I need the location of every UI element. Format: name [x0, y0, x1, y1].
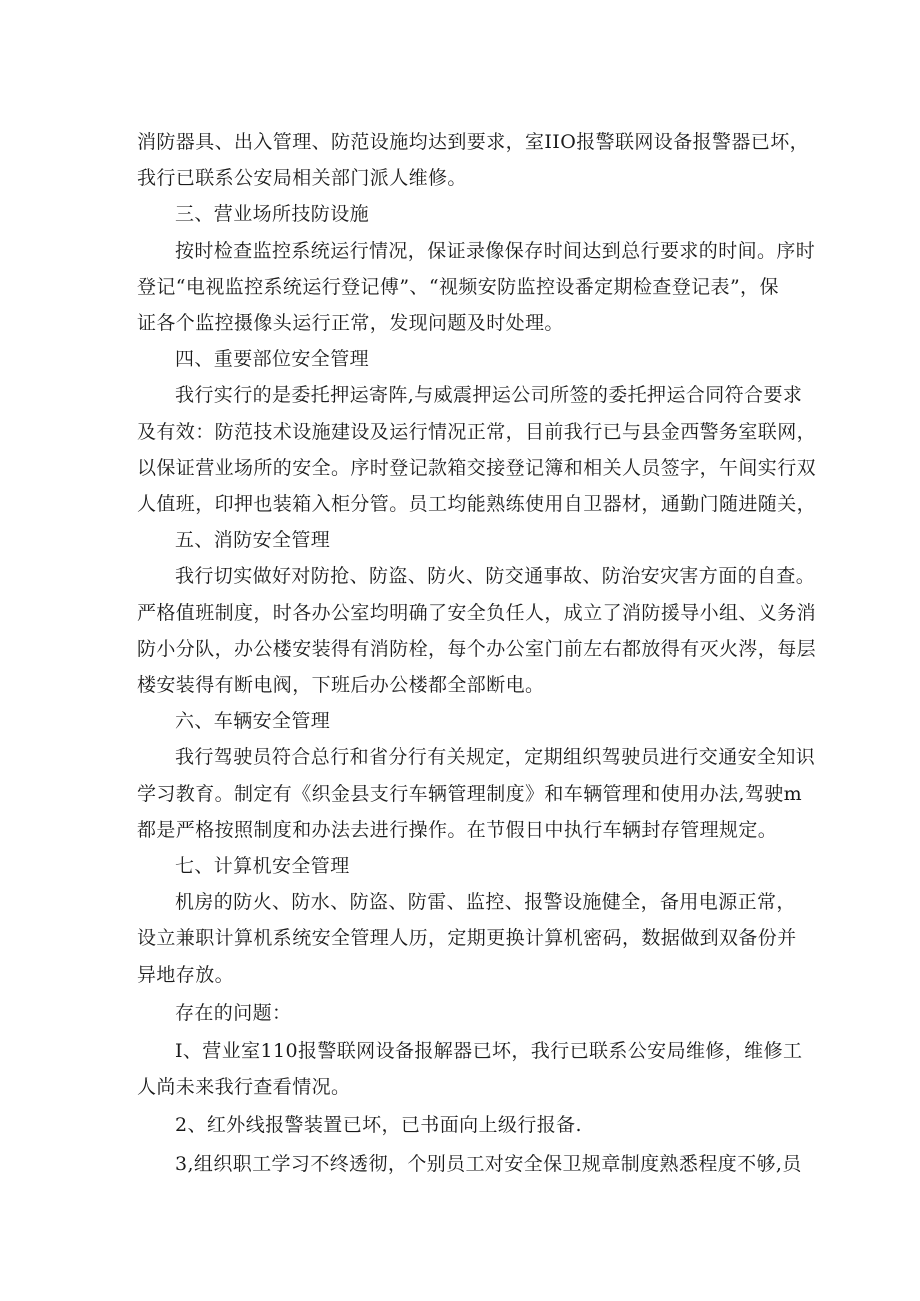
section-heading-6: 六、车辆安全管理 [175, 710, 331, 733]
text-line: 我行已联系公安局相关部门派人维修。 [137, 167, 467, 190]
paragraph-section-4 [137, 377, 817, 522]
paragraph-section-7 [137, 884, 797, 993]
text-line: 人值班，印押也装箱入柜分管。员工均能熟练使用自卫器材，通勤门随进随关， [137, 493, 817, 516]
text-line: 消防器具、出入管理、防范设施均达到要求，室IIO报警联网设备报警器已坏， [137, 131, 809, 153]
section-heading-5: 五、消防安全管理 [175, 529, 331, 552]
paragraph-intro-continuation [137, 124, 809, 196]
text-line: 3,组织职工学习不终透彻，个别员工对安全保卫规章制度熟悉程度不够,员 [175, 1152, 802, 1175]
document-body [137, 124, 817, 1182]
text-line: 我行驾驶员符合总行和省分行有关规定，定期组织驾驶员进行交通安全知识 [175, 746, 816, 769]
paragraph-problem-1 [137, 1033, 803, 1105]
text-line: 2、红外线报警装置已坏，已书面向上级行报备. [175, 1114, 582, 1137]
text-line: 异地存放。 [137, 963, 235, 986]
text-line: 以保证营业场所的安全。序时登记款箱交接登记簿和相关人员签字，午间实行双 [137, 456, 817, 479]
text-line: 按时检查监控系统运行情况，保证录像保存时间达到总行要求的时间。序时 [175, 239, 816, 262]
paragraph-section-6 [137, 739, 816, 848]
paragraph-problem-2 [137, 1107, 785, 1143]
paragraph-section-3 [137, 233, 816, 342]
text-line: 设立兼职计算机系统安全管理人历，定期更换计算机密码，数据做到双备份并 [137, 927, 797, 950]
text-line: I、营业室110报警联网设备报解器已坏，我行已联系公安局维修，维修工 [175, 1040, 803, 1063]
text-line: 人尚未来我行查看情况。 [137, 1076, 351, 1099]
text-line: 证各个监控摄像头运行正常，发现问题及时处理。 [137, 312, 564, 335]
text-line: 防小分队，办公楼安装得有消防栓，每个办公室门前左右都放得有灭火涔，每层 [137, 637, 817, 660]
text-line: 机房的防火、防水、防盗、防雷、监控、报警设施健全，备用电源正常， [175, 891, 796, 914]
text-line: 学习教育。制定有《织金县支行车辆管理制度》和车辆管理和使用办法,驾驶m [137, 782, 803, 805]
text-line: 我行实行的是委托押运寄阵,与威震押运公司所签的委托押运合同符合要求 [175, 384, 803, 407]
problems-heading: 存在的问题： [175, 1001, 292, 1024]
section-heading-3: 三、营业场所技防设施 [175, 203, 370, 226]
section-heading-4: 四、重要部位安全管理 [175, 348, 370, 371]
text-line: 我行切实做好对防抢、防盗、防火、防交通事故、防治安灾害方面的自查。 [175, 565, 816, 588]
text-line: 楼安装得有断电阀，下班后办公楼都全部断电。 [137, 674, 545, 697]
text-line: 及有效：防范技术设施建设及运行情况正常，目前我行已与县金西警务室联网， [137, 420, 817, 443]
paragraph-section-5 [137, 558, 817, 703]
text-line: 都是严格按照制度和办法去进行操作。在节假日中执行车辆封存管理规定。 [137, 818, 778, 841]
text-line: 登记“电视监控系统运行登记傅”、“视频安防监控设番定期检查登记表”，保 [137, 275, 779, 298]
paragraph-problem-3 [137, 1146, 802, 1182]
section-heading-7: 七、计算机安全管理 [175, 855, 350, 878]
text-line: 严格值班制度，时各办公室均明确了安全负任人，成立了消防援导小组、义务消 [137, 601, 817, 624]
